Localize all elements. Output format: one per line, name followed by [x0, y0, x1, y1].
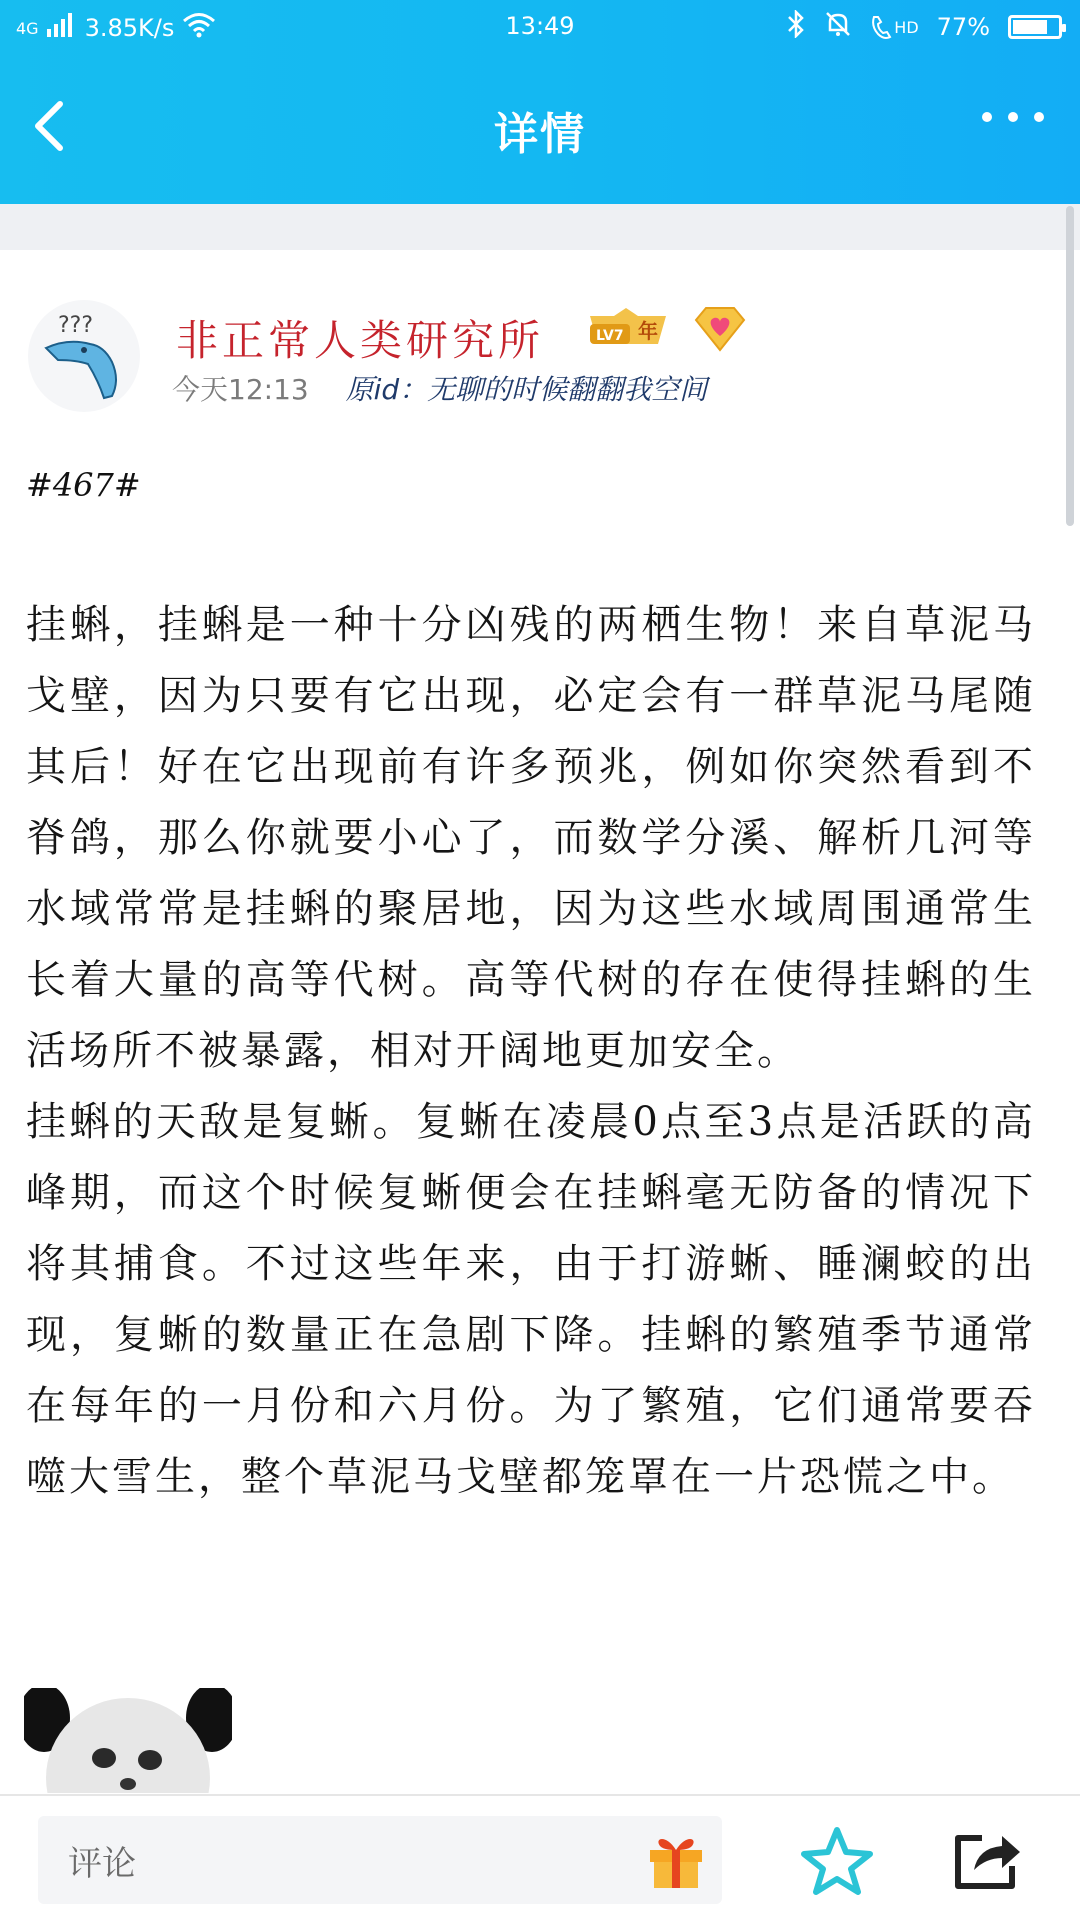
svg-text:LV7: LV7: [596, 328, 624, 344]
page-title: 详情: [494, 109, 586, 160]
panda-face-icon: [24, 1688, 232, 1793]
post-header: [0, 250, 1080, 430]
top-bar: [0, 0, 1080, 204]
divider-strip: [0, 204, 1080, 250]
more-button[interactable]: [982, 112, 1044, 122]
comment-placeholder: 评论: [68, 1843, 136, 1884]
svg-text:???: ???: [58, 313, 94, 338]
post-paragraph: 挂蝌，挂蝌是一种十分凶残的两栖生物！来自草泥马戈壁，因为只要有它出现，必定会有一群草泥马尾随其后！好在它出现前有许多预兆，例如你突然看到不脊鸽，那么你就要小心了，而数学分溪、解析几河等水域常常是挂蝌的聚居地，因为这些水域周围通常生长着大量的高等代树。高等代树的存在使得挂蝌的生活场所不被暴露，相对开阔地更加安全。: [26, 602, 1036, 1074]
post-body: [26, 590, 1036, 1513]
hd-label: HD: [894, 17, 919, 37]
share-button[interactable]: [952, 1826, 1024, 1892]
clock: 13:49: [505, 12, 575, 40]
battery-icon: [1008, 15, 1062, 39]
mute-bell-icon: [824, 10, 852, 44]
bottom-bar: [0, 1794, 1080, 1922]
post-image-thumbnail[interactable]: [24, 1688, 232, 1793]
comment-input[interactable]: [38, 1816, 722, 1904]
star-icon: [804, 1830, 870, 1892]
diamond-icon: [692, 306, 748, 352]
level-year-badge-icon: [584, 308, 670, 352]
network-speed: 3.85K/s: [84, 14, 175, 42]
favorite-button[interactable]: [800, 1824, 874, 1898]
gift-icon[interactable]: [644, 1828, 708, 1892]
post-meta: [172, 368, 707, 408]
more-dots-icon: [982, 112, 992, 122]
hd-call-icon: [870, 14, 918, 40]
network-label: 4G: [16, 18, 39, 38]
author-name[interactable]: 非正常人类研究所: [176, 316, 545, 365]
post-tag: #467#: [26, 466, 141, 504]
post-paragraph: 挂蝌的天敌是复蜥。复蜥在凌晨0点至3点是活跃的高峰期，而这个时候复蜥便会在挂蝌毫无防备的情况下将其捕食。不过这些年来，由于打游蜥、睡澜蛟的出现，复蜥的数量正在急剧下降。挂蝌的繁殖季节通常在每年的一月份和六月份。为了繁殖，它们通常要吞噬大雪生，整个草泥马戈壁都笼罩在一片恐慌之中。: [26, 1099, 1036, 1500]
status-bar: [0, 0, 1080, 56]
svg-text:年: 年: [638, 319, 658, 343]
original-id: 原id：无聊的时候翻翻我空间: [345, 373, 708, 406]
post-time: 今天12:13: [172, 373, 309, 406]
battery-percent: 77%: [936, 13, 990, 41]
nav-bar: [0, 64, 1080, 194]
avatar[interactable]: [28, 300, 140, 412]
bluetooth-icon: [786, 10, 806, 44]
